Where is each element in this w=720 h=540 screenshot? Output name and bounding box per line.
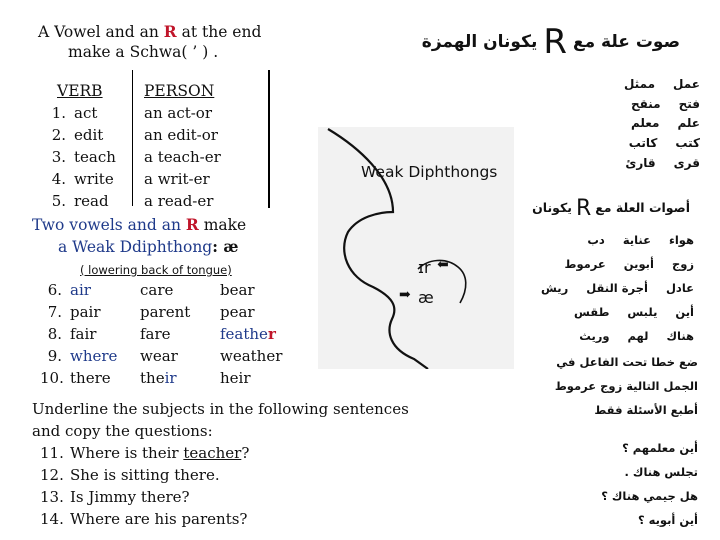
- arrow-right-icon: ➡: [399, 287, 411, 303]
- arabic-heading-part2: يكونان: [532, 200, 572, 215]
- arabic-question: هل جيمي هناك ؟: [601, 489, 698, 503]
- verb-cell: edit: [74, 126, 104, 144]
- arabic-word: علم: [677, 116, 700, 131]
- row-number: 4.: [51, 170, 66, 188]
- arabic-note: الجمل التالية زوج عرموط: [554, 379, 698, 393]
- word-table: [40, 279, 282, 389]
- arabic-title-part2: يكونان الهمزة: [421, 32, 538, 52]
- table-row: [44, 102, 116, 124]
- arabic-question: أين أبويه ؟: [637, 513, 698, 527]
- title-r: R: [163, 22, 177, 41]
- person-cell: a read-er: [144, 192, 214, 210]
- arabic-word: قارئ: [625, 155, 656, 170]
- word: heir: [220, 369, 251, 387]
- list-item: [524, 300, 694, 324]
- question-text: Where is their: [70, 444, 184, 462]
- question-text: She is sitting there.: [70, 466, 220, 484]
- arabic-word: هناك: [666, 329, 694, 343]
- heading-line2: a Weak Ddiphthong: [58, 238, 213, 256]
- table-row: [44, 168, 116, 190]
- row-number: 2.: [51, 126, 66, 144]
- word: fare: [140, 325, 171, 343]
- arabic-word: زوج: [671, 257, 694, 271]
- table-divider-left: [132, 70, 133, 206]
- tongue-diagram: [318, 127, 514, 369]
- question-end: ?: [241, 444, 250, 462]
- question-text: Where are his parents?: [70, 510, 248, 528]
- arabic-question: أين معلمهم ؟: [622, 441, 698, 455]
- title-text: A Vowel and an: [38, 23, 164, 41]
- word-highlight: air: [70, 281, 91, 299]
- arabic-list-2: [524, 228, 694, 348]
- verb-cell: teach: [74, 148, 116, 166]
- word: there: [70, 369, 111, 387]
- list-item: [540, 74, 700, 94]
- row-number: 10.: [40, 369, 64, 387]
- word: fair: [70, 325, 97, 343]
- arabic-word: عناية: [622, 233, 651, 247]
- questions-block: [32, 398, 409, 530]
- word: pair: [70, 303, 101, 321]
- arabic-word: لهم: [627, 329, 649, 343]
- arabic-title-r: R: [543, 22, 567, 62]
- instruction-line: Underline the subjects in the following sentences: [32, 400, 409, 418]
- word: wear: [140, 347, 178, 365]
- person-cell: an act-or: [144, 104, 213, 122]
- word: bear: [220, 281, 255, 299]
- arabic-title-part1: صوت علة مع: [572, 32, 680, 52]
- arabic-note: أطبع الأسئلة فقط: [594, 403, 698, 417]
- arabic-word: فتح: [678, 96, 700, 111]
- question-item: [32, 464, 409, 486]
- arabic-word: عمل: [673, 76, 700, 91]
- person-cell: a teach-er: [144, 148, 221, 166]
- arabic-word: أين: [675, 305, 694, 319]
- list-item: [524, 252, 694, 276]
- list-item: [540, 94, 700, 114]
- row-number: 3.: [51, 148, 66, 166]
- table-row: [44, 190, 116, 212]
- person-cell: an edit-or: [144, 126, 218, 144]
- question-item: [32, 442, 409, 464]
- arabic-heading-2: [532, 196, 690, 221]
- title-line-2: make a Schwa( ’ ) .: [68, 43, 219, 61]
- instruction-line: and copy the questions:: [32, 422, 213, 440]
- question-underlined: teacher: [183, 444, 242, 462]
- weak-diphthong-heading: [32, 214, 246, 258]
- arabic-title: [422, 22, 680, 62]
- arabic-word: كتب: [675, 135, 700, 150]
- word: weather: [220, 347, 283, 365]
- question-text: Is Jimmy there?: [70, 488, 190, 506]
- word: pear: [220, 303, 255, 321]
- table-row: [40, 323, 282, 345]
- arabic-word: أجرة النقل: [586, 281, 648, 295]
- arabic-question: تجلس هناك .: [624, 465, 698, 479]
- verb-header: VERB: [57, 82, 103, 100]
- diagram-symbol-ae: æ: [418, 288, 434, 307]
- row-number: 5.: [51, 192, 66, 210]
- row-number: 9.: [47, 347, 62, 365]
- arabic-word: منقح: [630, 96, 661, 111]
- word: parent: [140, 303, 191, 321]
- table-row: [40, 367, 282, 389]
- row-number: 8.: [47, 325, 62, 343]
- table-divider-right: [268, 70, 270, 208]
- verb-table: [44, 80, 116, 212]
- arabic-word: ممثل: [623, 76, 656, 91]
- arrow-left-icon: ⬅: [437, 257, 449, 273]
- list-item: [524, 276, 694, 300]
- verb-cell: act: [74, 104, 98, 122]
- arabic-word: معلم: [630, 116, 660, 131]
- arabic-word: قرى: [673, 155, 700, 170]
- arabic-word: كاتب: [628, 135, 658, 150]
- arabic-word: أبوين: [623, 257, 654, 271]
- list-item: [540, 133, 700, 153]
- word-highlight: feathe: [220, 325, 268, 343]
- person-header: PERSON: [144, 82, 215, 100]
- arabic-heading-r: R: [575, 196, 592, 221]
- question-number: 14.: [40, 510, 64, 528]
- arabic-word: عادل: [665, 281, 694, 295]
- diagram-label: Weak Diphthongs: [361, 163, 498, 181]
- word: care: [140, 281, 174, 299]
- person-column: [144, 80, 221, 212]
- question-item: [32, 508, 409, 530]
- person-cell: a writ-er: [144, 170, 210, 188]
- table-row: [44, 146, 116, 168]
- arabic-note: ضع خطا تحت الفاعل في: [556, 355, 698, 369]
- row-number: 1.: [51, 104, 66, 122]
- heading-symbol: : æ: [212, 237, 239, 256]
- arabic-list-1: [540, 74, 700, 172]
- title-text-end: at the end: [176, 23, 262, 41]
- word-highlight: where: [70, 347, 118, 365]
- list-item: [540, 153, 700, 173]
- table-row: [40, 301, 282, 323]
- heading-text-end: make: [198, 216, 247, 234]
- question-number: 11.: [40, 444, 64, 462]
- row-number: 6.: [47, 281, 62, 299]
- list-item: [540, 113, 700, 133]
- arabic-word: وريث: [579, 329, 610, 343]
- arabic-word: عرموط: [564, 257, 606, 271]
- arabic-word: هواء: [668, 233, 694, 247]
- list-item: [524, 228, 694, 252]
- table-row: [44, 124, 116, 146]
- verb-cell: read: [74, 192, 109, 210]
- table-row: [40, 345, 282, 367]
- verb-cell: write: [74, 170, 114, 188]
- heading-r: R: [185, 215, 199, 234]
- row-number: 7.: [47, 303, 62, 321]
- arabic-heading-part1: أصوات العلة مع: [595, 200, 690, 215]
- question-number: 13.: [40, 488, 64, 506]
- diagram-symbol-ir: ɪr: [418, 258, 431, 277]
- word-r: r: [267, 325, 276, 343]
- word: the: [140, 369, 165, 387]
- question-number: 12.: [40, 466, 64, 484]
- tongue-note: ( lowering back of tongue): [80, 263, 232, 277]
- arabic-word: ريش: [541, 281, 569, 295]
- heading-text: Two vowels and an: [32, 216, 186, 234]
- arabic-word: دب: [587, 233, 605, 247]
- question-item: [32, 486, 409, 508]
- arabic-questions: [528, 436, 698, 532]
- arabic-notes: [518, 350, 698, 422]
- page-title: [38, 22, 261, 62]
- word-highlight: ir: [164, 369, 177, 387]
- table-row: [40, 279, 282, 301]
- arabic-word: طقس: [574, 305, 610, 319]
- list-item: [524, 324, 694, 348]
- arabic-word: يلبس: [627, 305, 658, 319]
